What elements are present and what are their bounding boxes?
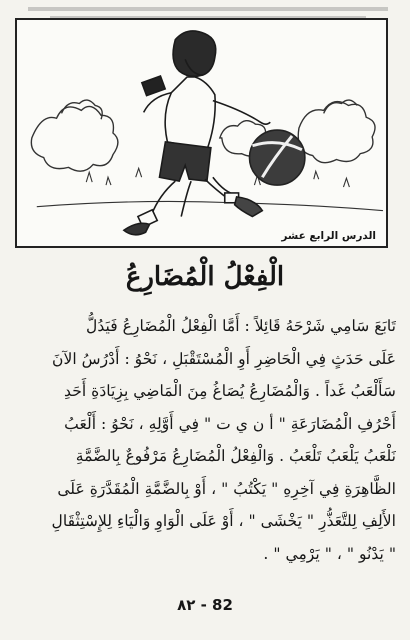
lesson-illustration [15, 18, 388, 248]
body-line-7: الأَلِفِ لِلتَّعَذُّرِ " يَخْشَى " ، أَوْ عَلَى الْوَاوِ وَالْيَاءِ لِلإِسْتِثْقَالِ [51, 512, 396, 530]
body-line-5: نَلْعَبُ يَلْعَبُ تَلْعَبُ . وَالْفِعْلُ الْمُضَارِعُ مَرْفُوعٌ بِالضَّمَّةِ [75, 447, 396, 465]
body-line-3: سَأَلْعَبُ غَداً . وَالْمُضَارِعُ يُصَاغُ مِنَ الْمَاضِي بِزِيَادَةِ أَحَدِ [64, 382, 396, 400]
body-line-4: أَحْرُفِ الْمُضَارَعَةِ " أ ن ي ت " فِي أَوَّلِهِ ، نَحْوُ : أَلْعَبُ [64, 414, 396, 433]
body-line-1: تَابَعَ سَامِي شَرْحَهُ قَائِلاً : أَمَّا الْفِعْلُ الْمُضَارِعُ فَيَدُلُّ [86, 317, 396, 335]
lesson-caption: الدرس الرابع عشر [281, 230, 376, 242]
body-line-8: " يَدْنُو " ، " يَرْمِي " . [263, 544, 396, 563]
body-line-6: الظَّاهِرَةِ فِي آخِرِهِ " يَكْتُبُ " ، أَوْ بِالضَّمَّةِ الْمُقَدَّرَةِ عَلَى [57, 479, 396, 498]
page-number-text: ٨٢ - 82 [177, 596, 233, 614]
boy-kicking-ball-drawing [17, 20, 386, 246]
page-number [0, 596, 410, 614]
body-line-2: عَلَى حَدَثٍ فِي الْحَاضِرِ أَوِ الْمُسْتَقْبَلِ ، نَحْوُ : أَدْرُسُ الآنَ [52, 349, 396, 368]
ball [249, 130, 304, 185]
lesson-title: الْفِعْلُ الْمُضَارِعُ [125, 262, 285, 292]
lesson-body [12, 310, 396, 570]
